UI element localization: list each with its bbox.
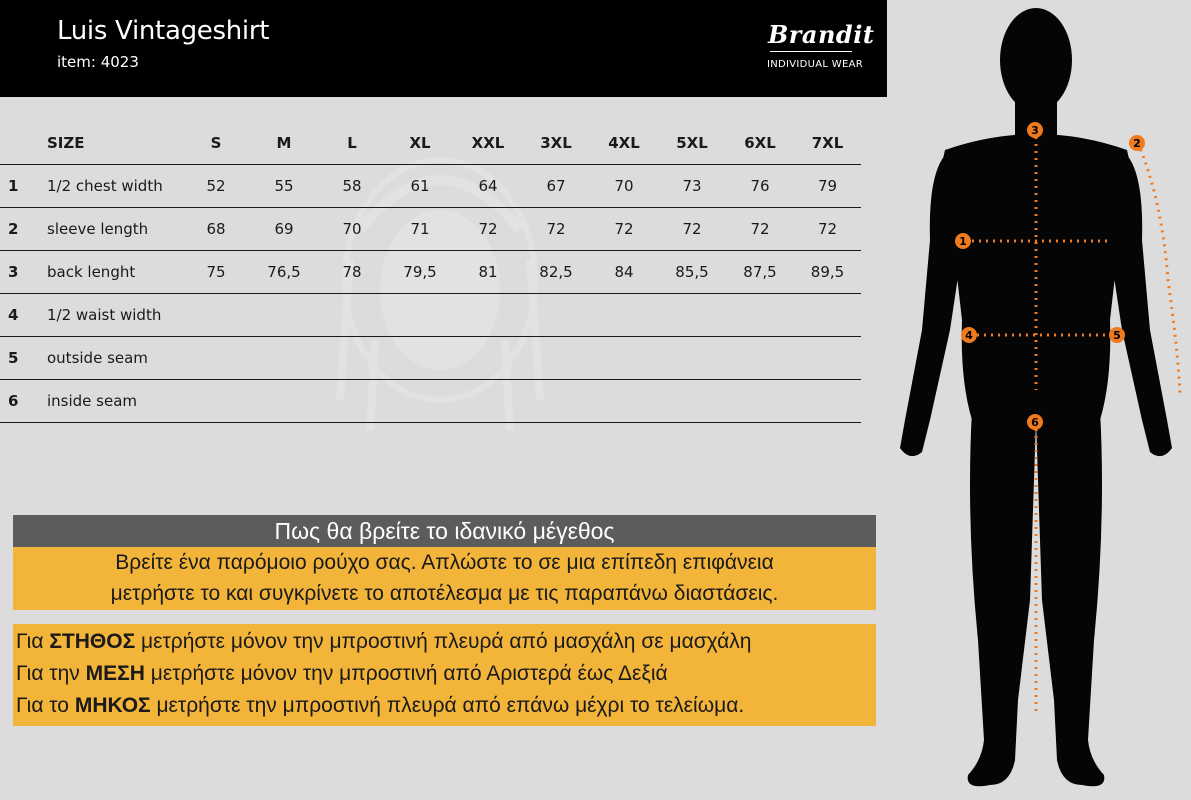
measurement-instructions xyxy=(13,624,876,726)
measurement-value: 72 xyxy=(590,208,658,251)
size-table-body xyxy=(0,165,861,423)
measurement-value xyxy=(318,380,386,423)
marker-2-icon: 2 xyxy=(1133,137,1141,150)
measurement-value xyxy=(522,294,590,337)
measurement-value xyxy=(454,294,522,337)
marker-6-icon: 6 xyxy=(1031,416,1039,429)
size-header-xl: XL xyxy=(386,122,454,165)
measurement-value: 71 xyxy=(386,208,454,251)
measurement-value xyxy=(182,380,250,423)
size-header-l: L xyxy=(318,122,386,165)
brand-logo: Brandit xyxy=(768,20,875,49)
measurement-value: 82,5 xyxy=(522,251,590,294)
row-number-header xyxy=(0,122,47,165)
measurement-value: 81 xyxy=(454,251,522,294)
size-header-5xl: 5XL xyxy=(658,122,726,165)
row-number: 3 xyxy=(0,251,47,294)
measurement-value: 85,5 xyxy=(658,251,726,294)
measurement-value: 72 xyxy=(454,208,522,251)
brand-tagline: INDIVIDUAL WEAR xyxy=(767,59,863,70)
measurement-value xyxy=(522,380,590,423)
marker-5-icon: 5 xyxy=(1113,329,1121,342)
size-chart-table xyxy=(0,122,861,423)
measurement-value xyxy=(726,380,794,423)
measurement-value xyxy=(318,337,386,380)
measurement-value xyxy=(590,337,658,380)
header-banner xyxy=(0,0,887,97)
size-header-xxl: XXL xyxy=(454,122,522,165)
measurement-value xyxy=(386,337,454,380)
measurement-value: 79 xyxy=(794,165,861,208)
row-number: 6 xyxy=(0,380,47,423)
measurement-value: 58 xyxy=(318,165,386,208)
measurement-value: 89,5 xyxy=(794,251,861,294)
measurement-value xyxy=(590,380,658,423)
measurement-value: 69 xyxy=(250,208,318,251)
body-silhouette-icon xyxy=(890,0,1191,800)
instruction-chest: Για ΣΤΗΘΟΣ μετρήστε μόνον την μπροστινή πλευρά από μασχάλη σε μασχάλη xyxy=(16,630,752,653)
marker-1-icon: 1 xyxy=(959,235,967,248)
instruction-waist: Για την ΜΕΣΗ μετρήστε μόνον την μπροστινή από Αριστερά έως Δεξιά xyxy=(16,662,668,685)
measurement-value xyxy=(522,337,590,380)
measurement-label: inside seam xyxy=(47,380,182,423)
size-header-7xl: 7XL xyxy=(794,122,861,165)
measurement-value: 72 xyxy=(658,208,726,251)
measurement-label: outside seam xyxy=(47,337,182,380)
measurement-value xyxy=(794,294,861,337)
measurement-value xyxy=(658,294,726,337)
row-number: 5 xyxy=(0,337,47,380)
measurement-value: 72 xyxy=(726,208,794,251)
size-header-4xl: 4XL xyxy=(590,122,658,165)
measurement-value: 78 xyxy=(318,251,386,294)
measurement-value: 72 xyxy=(522,208,590,251)
measurement-value xyxy=(454,337,522,380)
table-row xyxy=(0,208,861,251)
table-row xyxy=(0,337,861,380)
measurement-value: 61 xyxy=(386,165,454,208)
measurement-label: 1/2 chest width xyxy=(47,165,182,208)
measurement-value: 72 xyxy=(794,208,861,251)
measurement-value: 64 xyxy=(454,165,522,208)
measurement-value xyxy=(250,294,318,337)
measurement-value xyxy=(658,380,726,423)
measurement-value xyxy=(182,337,250,380)
measurement-value: 68 xyxy=(182,208,250,251)
size-header-row xyxy=(0,122,861,165)
table-row xyxy=(0,380,861,423)
measurement-label: 1/2 waist width xyxy=(47,294,182,337)
measurement-value xyxy=(454,380,522,423)
measurement-value: 70 xyxy=(590,165,658,208)
measurement-value xyxy=(726,294,794,337)
measurement-value: 67 xyxy=(522,165,590,208)
marker-4-icon: 4 xyxy=(965,329,973,342)
row-number: 1 xyxy=(0,165,47,208)
row-number: 2 xyxy=(0,208,47,251)
instruction-length: Για το ΜΗΚΟΣ μετρήστε την μπροστινή πλευρά από επάνω μέχρι το τελείωμα. xyxy=(16,694,745,717)
size-header-3xl: 3XL xyxy=(522,122,590,165)
measurement-value: 70 xyxy=(318,208,386,251)
measurement-value: 75 xyxy=(182,251,250,294)
measurement-value xyxy=(386,380,454,423)
measurement-value xyxy=(318,294,386,337)
measurement-value xyxy=(794,380,861,423)
measurement-value xyxy=(182,294,250,337)
measurement-value: 76,5 xyxy=(250,251,318,294)
measurement-value: 73 xyxy=(658,165,726,208)
how-to-description xyxy=(13,547,876,610)
size-header-s: S xyxy=(182,122,250,165)
size-label-header: SIZE xyxy=(47,122,182,165)
measurement-value xyxy=(250,380,318,423)
measurement-value xyxy=(590,294,658,337)
row-number: 4 xyxy=(0,294,47,337)
measurement-value: 76 xyxy=(726,165,794,208)
how-to-line-2: μετρήστε το και συγκρίνετε το αποτέλεσμα με τις παραπάνω διαστάσεις. xyxy=(110,582,779,605)
brand-logo-divider xyxy=(770,51,852,52)
marker-3-icon: 3 xyxy=(1031,124,1039,137)
measurement-value: 84 xyxy=(590,251,658,294)
measurement-label: sleeve length xyxy=(47,208,182,251)
measurement-value xyxy=(250,337,318,380)
measurement-value: 79,5 xyxy=(386,251,454,294)
measurement-value: 55 xyxy=(250,165,318,208)
measurement-value xyxy=(726,337,794,380)
size-header-m: M xyxy=(250,122,318,165)
size-header-6xl: 6XL xyxy=(726,122,794,165)
measurement-value: 87,5 xyxy=(726,251,794,294)
table-row xyxy=(0,251,861,294)
how-to-heading: Πως θα βρείτε το ιδανικό μέγεθος xyxy=(13,515,876,547)
product-title: Luis Vintageshirt xyxy=(57,16,270,46)
how-to-line-1: Βρείτε ένα παρόμοιο ρούχο σας. Απλώστε το σε μια επίπεδη επιφάνεια xyxy=(115,551,774,574)
measurement-value xyxy=(386,294,454,337)
measurement-value xyxy=(794,337,861,380)
measurement-value xyxy=(658,337,726,380)
table-row xyxy=(0,294,861,337)
table-row xyxy=(0,165,861,208)
measurement-label: back lenght xyxy=(47,251,182,294)
item-number: item: 4023 xyxy=(57,53,139,71)
measurement-value: 52 xyxy=(182,165,250,208)
